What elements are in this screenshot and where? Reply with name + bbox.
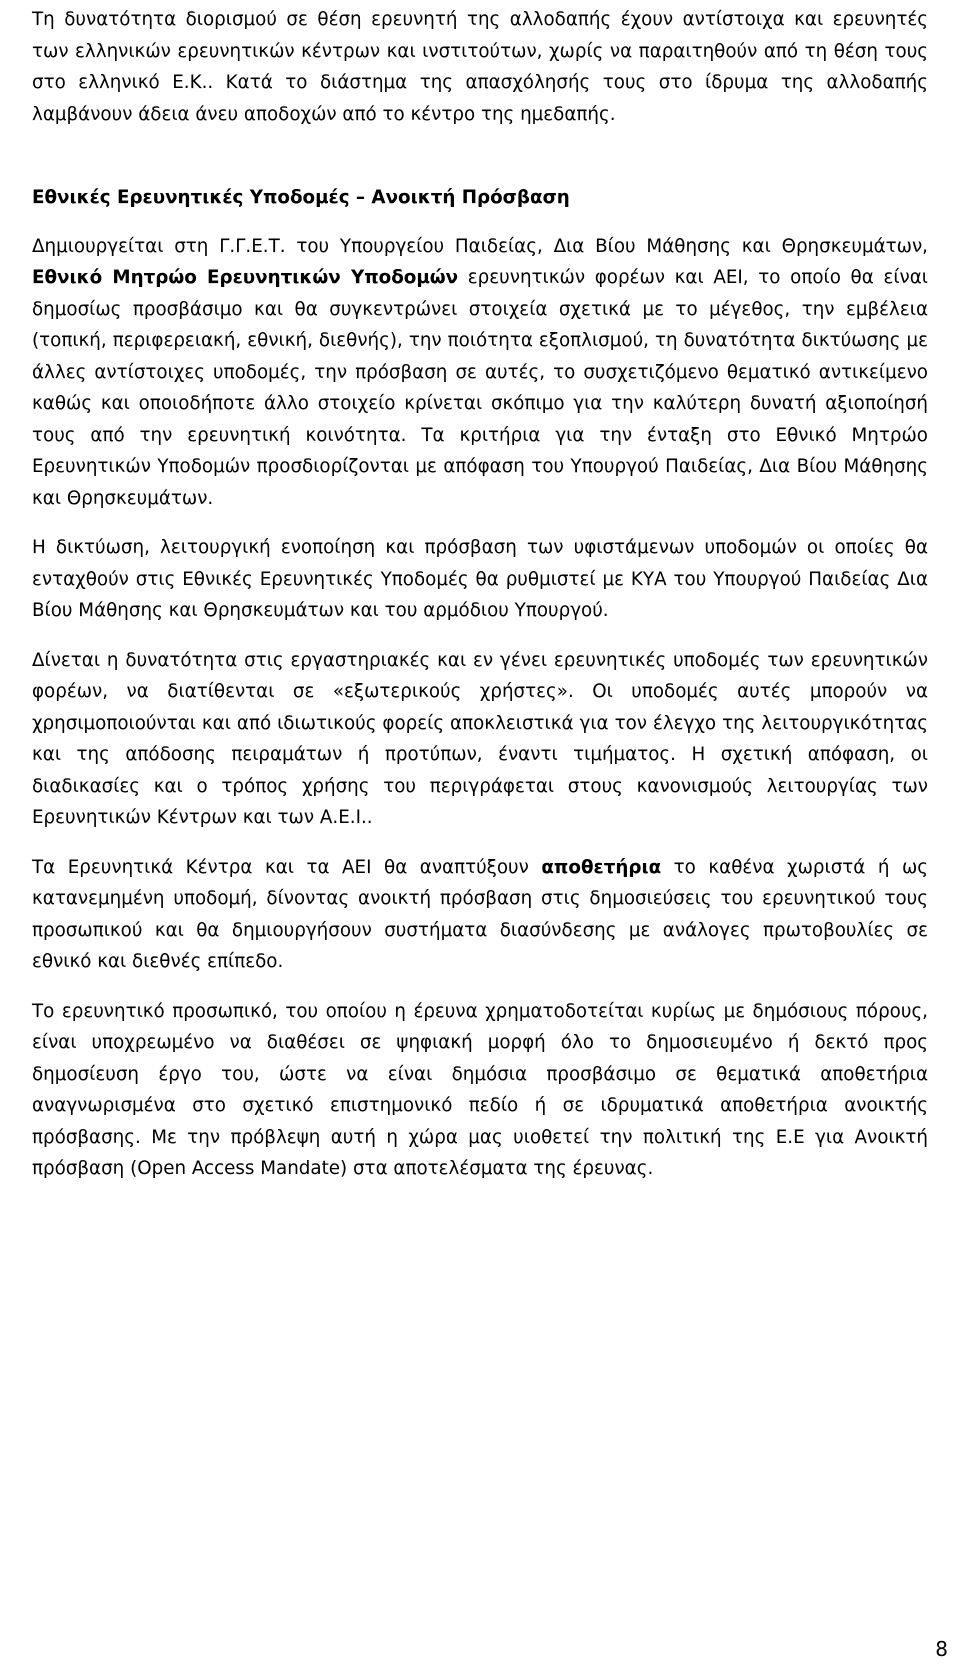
repositories-bold-term: αποθετήρια xyxy=(541,856,662,878)
open-access-paragraph: Το ερευνητικό προσωπικό, του οποίου η έρευνα χρηματοδοτείται κυρίως με δημόσιους πόρους, είναι υποχρεωμένο να διαθέσει σε ψηφιακή μορφή όλο το δημοσιευμένο ή δεκτό προς δημοσίευση έργο του, ώστε να είναι δημόσια προσβάσιμο σε θεματικά αποθετήρια αναγνωρισμένα στο σχετικό επιστημονικό πεδίο ή σε ιδρυματικά αποθετήρια ανοικτής πρόσβασης. Με την πρόβλεψη αυτή η χώρα μας υιοθετεί την πολιτική της Ε.Ε για Ανοικτή πρόσβαση (Open Access Mandate) στα αποτελέσματα της έρευνας. xyxy=(32,1000,928,1179)
intro-paragraph: Τη δυνατότητα διορισμού σε θέση ερευνητή της αλλοδαπής έχουν αντίστοιχα και ερευνητές των ελληνικών ερευνητικών κέντρων και ινστιτούτων, χωρίς να παραιτηθούν από τη θέση τους στο ελληνικό Ε.Κ.. Κατά το διάστημα της απασχόλησής τους στο ίδρυμα της αλλοδαπής λαμβάνουν άδεια άνευ αποδοχών από το κέντρο της ημεδαπής. xyxy=(32,9,928,125)
repositories-text-end: το καθένα χωριστά ή ως κατανεμημένη υποδομή, δίνοντας ανοικτή πρόσβαση στις δημοσιεύσεις του ερευνητικού τους προσωπικού και θα δημιουργήσουν συστήματα διασύνδεσης με ανάλογες πρωτοβουλίες σε εθνικό και διεθνές επίπεδο. xyxy=(32,856,929,972)
networking-paragraph: Η δικτύωση, λειτουργική ενοποίηση και πρόσβαση των υφιστάμενων υποδομών οι οποίες θα ενταχθούν στις Εθνικές Ερευνητικές Υποδομές θα ρυθμιστεί με ΚΥΑ του Υπουργού Παιδείας Δια Βίου Μάθησης και Θρησκευμάτων και του αρμόδιου Υπουργού. xyxy=(32,537,928,621)
repositories-paragraph xyxy=(32,852,928,978)
external-users-paragraph: Δίνεται η δυνατότητα στις εργαστηριακές και εν γένει ερευνητικές υποδομές των ερευνητικών φορέων, να διατίθενται σε «εξωτερικούς χρήστες». Οι υποδομές αυτές μπορούν να χρησιμοποιούνται και από ιδιωτικούς φορείς αποκλειστικά για τον έλεγχο της λειτουργικότητας και της απόδοσης πειραμάτων ή προτύπων, έναντι τιμήματος. Η σχετική απόφαση, οι διαδικασίες και ο τρόπος χρήσης του περιγράφεται στους κανονισμούς λειτουργίας των Ερευνητικών Κέντρων και των Α.Ε.Ι.. xyxy=(32,649,928,828)
page-number: 8 xyxy=(935,1637,948,1661)
registry-bold-term: Εθνικό Μητρώο Ερευνητικών Υποδομών xyxy=(32,267,459,288)
registry-text-start: Δημιουργείται στη Γ.Γ.Ε.Τ. του Υπουργείου Παιδείας, Δια Βίου Μάθησης και Θρησκευμάτων, xyxy=(32,235,928,257)
registry-paragraph xyxy=(32,231,928,515)
section-heading: Εθνικές Ερευνητικές Υποδομές – Ανοικτή Πρόσβαση xyxy=(32,187,570,208)
document-page xyxy=(32,4,928,1185)
repositories-text-start: Τα Ερευνητικά Κέντρα και τα ΑΕΙ θα αναπτύξουν xyxy=(32,856,542,878)
registry-text-end: ερευνητικών φορέων και ΑΕΙ, το οποίο θα είναι δημοσίως προσβάσιμο και θα συγκεντρώνει στοιχεία σχετικά με το μέγεθος, την εμβέλεια (τοπική, περιφερειακή, εθνική, διεθνής), την ποιότητα εξοπλισμού, τη δυνατότητα δικτύωσης με άλλες αντίστοιχες υποδομές, την πρόσβαση σε αυτές, το συσχετιζόμενο θεματικό αντικείμενο καθώς και οποιοδήποτε άλλο στοιχείο κρίνεται σκόπιμο για την καλύτερη δυνατή αξιοποίησή τους από την ερευνητική κοινότητα. Τα κριτήρια για την ένταξη στο Εθνικό Μητρώο Ερευνητικών Υποδομών προσδιορίζονται με απόφαση του Υπουργού Παιδείας, Δια Βίου Μάθησης και Θρησκευμάτων. xyxy=(32,267,928,509)
